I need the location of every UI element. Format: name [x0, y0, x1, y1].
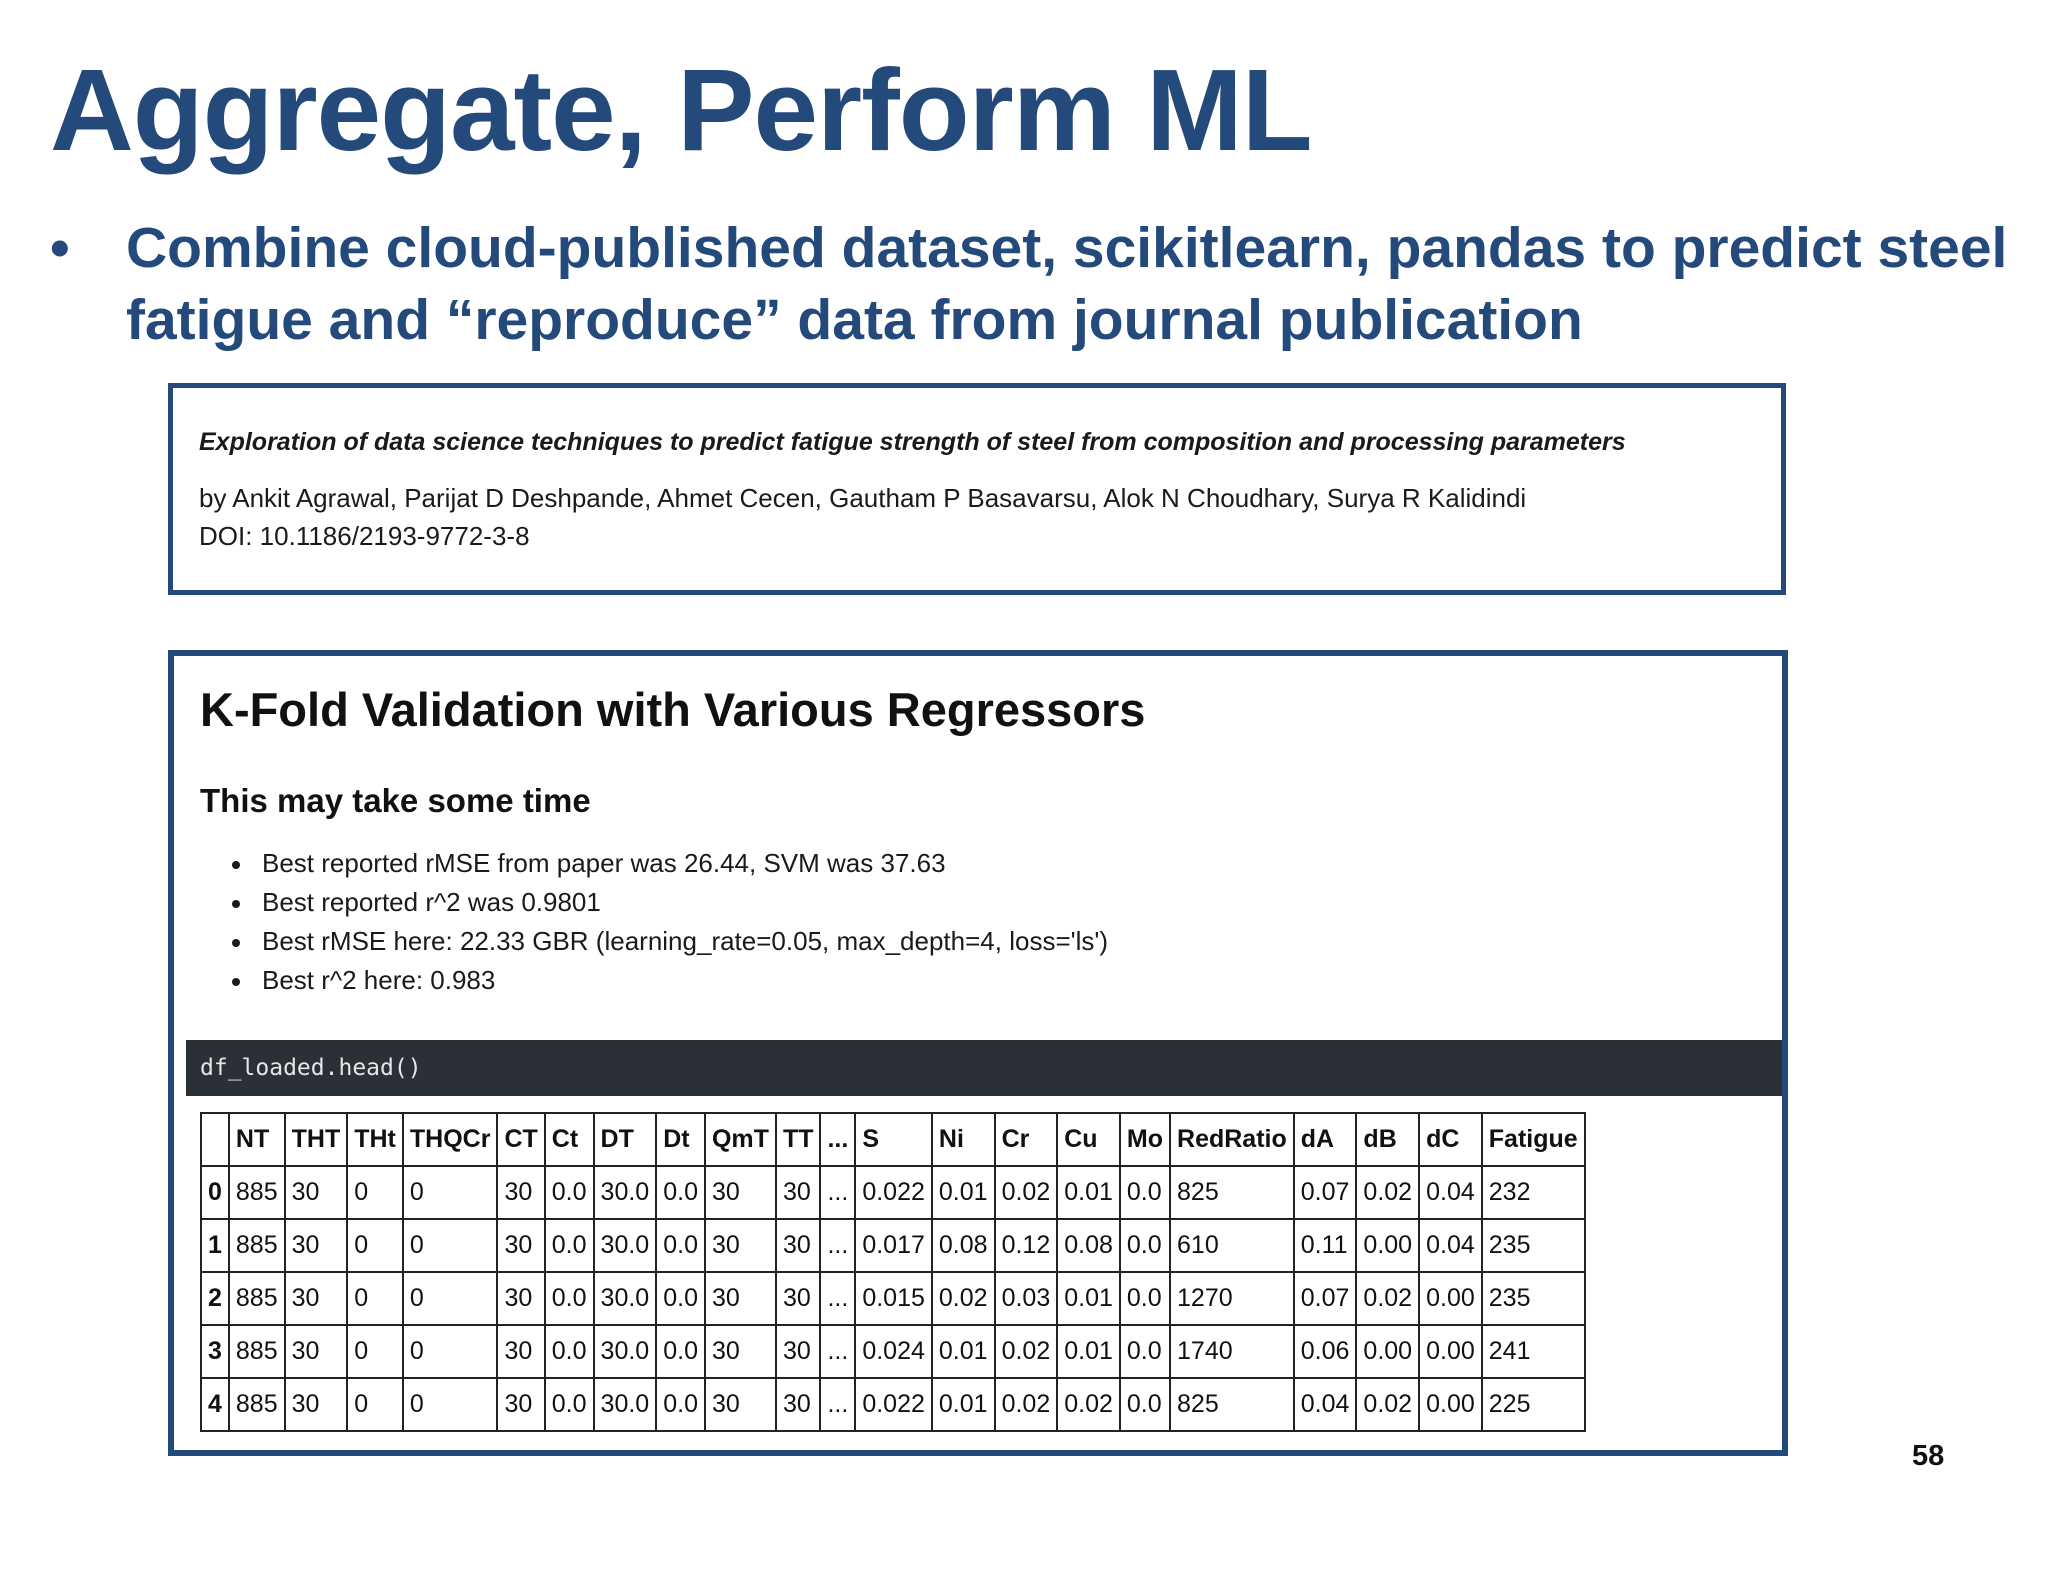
table-cell: 0.01 — [1057, 1166, 1120, 1219]
table-cell: 0.08 — [932, 1219, 995, 1272]
table-cell: 0.02 — [932, 1272, 995, 1325]
table-row — [201, 1325, 1585, 1378]
table-cell: 0.02 — [1356, 1378, 1419, 1431]
table-cell: 0.00 — [1356, 1325, 1419, 1378]
table-cell: 610 — [1170, 1219, 1294, 1272]
table-cell: 30 — [705, 1219, 776, 1272]
table-cell: 0.022 — [855, 1378, 932, 1431]
row-index-cell: 1 — [201, 1219, 229, 1272]
table-cell: 0.0 — [656, 1219, 705, 1272]
table-cell: ... — [820, 1378, 855, 1431]
table-cell: 30.0 — [594, 1166, 657, 1219]
table-cell: 0.0 — [1120, 1272, 1170, 1325]
table-cell: 0.01 — [1057, 1272, 1120, 1325]
table-cell: 30 — [497, 1219, 544, 1272]
column-header: Fatigue — [1482, 1113, 1585, 1166]
table-cell: 0.00 — [1419, 1325, 1482, 1378]
table-cell: 241 — [1482, 1325, 1585, 1378]
table-cell: 885 — [229, 1378, 285, 1431]
table-cell: 30 — [285, 1272, 348, 1325]
table-cell: 30 — [497, 1272, 544, 1325]
row-index-cell: 2 — [201, 1272, 229, 1325]
table-cell: 0.01 — [1057, 1325, 1120, 1378]
slide-title: Aggregate, Perform ML — [50, 45, 1312, 175]
table-cell: 0.0 — [1120, 1219, 1170, 1272]
column-header: Mo — [1120, 1113, 1170, 1166]
slide-bullet-text: Combine cloud-published dataset, scikitlearn, pandas to predict steel fatigue and “reproduce” data from journal publication — [126, 216, 2008, 352]
table-cell: 885 — [229, 1272, 285, 1325]
table-cell: 0 — [403, 1219, 498, 1272]
column-header: dA — [1294, 1113, 1357, 1166]
table-cell: 0.0 — [545, 1378, 594, 1431]
table-cell: 0.02 — [1356, 1272, 1419, 1325]
table-cell: 30 — [285, 1166, 348, 1219]
table-cell: 885 — [229, 1166, 285, 1219]
table-cell: 30 — [776, 1325, 821, 1378]
table-cell: 0 — [403, 1166, 498, 1219]
table-cell: 30.0 — [594, 1219, 657, 1272]
paper-title: Exploration of data science techniques to predict fatigue strength of steel from composition and processing parameters — [199, 428, 1626, 456]
table-cell: 0.024 — [855, 1325, 932, 1378]
column-header: TT — [776, 1113, 821, 1166]
table-cell: 235 — [1482, 1272, 1585, 1325]
table-cell: 0.00 — [1419, 1272, 1482, 1325]
notebook-screenshot — [168, 650, 1788, 1456]
notebook-bullet: Best r^2 here: 0.983 — [230, 961, 1108, 1000]
table-row — [201, 1272, 1585, 1325]
table-cell: 0.02 — [1057, 1378, 1120, 1431]
table-cell: 0.01 — [932, 1378, 995, 1431]
table-cell: ... — [820, 1166, 855, 1219]
table-cell: 0 — [347, 1166, 403, 1219]
column-header: THQCr — [403, 1113, 498, 1166]
table-row — [201, 1166, 1585, 1219]
column-header: Dt — [656, 1113, 705, 1166]
table-cell: 0.02 — [1356, 1166, 1419, 1219]
table-cell: 30 — [776, 1219, 821, 1272]
column-header: THT — [285, 1113, 348, 1166]
table-cell: 0.0 — [656, 1325, 705, 1378]
table-cell: 0.11 — [1294, 1219, 1357, 1272]
table-cell: 30 — [705, 1378, 776, 1431]
table-cell: 0.01 — [932, 1166, 995, 1219]
table-cell: 1270 — [1170, 1272, 1294, 1325]
table-cell: 0 — [347, 1219, 403, 1272]
table-cell: 30 — [705, 1272, 776, 1325]
table-cell: 0.04 — [1419, 1166, 1482, 1219]
column-header: THt — [347, 1113, 403, 1166]
table-cell: 885 — [229, 1219, 285, 1272]
table-cell: 235 — [1482, 1219, 1585, 1272]
table-cell: 0.0 — [1120, 1166, 1170, 1219]
table-header-row — [201, 1113, 1585, 1166]
table-cell: 0.03 — [995, 1272, 1058, 1325]
table-cell: 0.02 — [995, 1325, 1058, 1378]
table-cell: 30 — [285, 1219, 348, 1272]
table-row — [201, 1378, 1585, 1431]
notebook-bullet: Best rMSE here: 22.33 GBR (learning_rate=0.05, max_depth=4, loss='ls') — [230, 922, 1108, 961]
notebook-bullet: Best reported rMSE from paper was 26.44, SVM was 37.63 — [230, 844, 1108, 883]
table-cell: 30 — [285, 1378, 348, 1431]
column-header: Cu — [1057, 1113, 1120, 1166]
table-cell: ... — [820, 1219, 855, 1272]
column-header: NT — [229, 1113, 285, 1166]
table-cell: 0.0 — [656, 1378, 705, 1431]
paper-authors: by Ankit Agrawal, Parijat D Deshpande, Ahmet Cecen, Gautham P Basavarsu, Alok N Choudhary, Surya R Kalidindi — [199, 483, 1527, 513]
column-header: dB — [1356, 1113, 1419, 1166]
table-cell: 0.0 — [656, 1166, 705, 1219]
table-cell: 0.04 — [1419, 1219, 1482, 1272]
table-cell: 30 — [776, 1378, 821, 1431]
table-cell: 0.0 — [545, 1272, 594, 1325]
table-cell: 0.0 — [545, 1219, 594, 1272]
table-cell: 30 — [705, 1325, 776, 1378]
table-cell: 0.02 — [995, 1378, 1058, 1431]
column-header: dC — [1419, 1113, 1482, 1166]
table-cell: 0.07 — [1294, 1166, 1357, 1219]
column-header: CT — [497, 1113, 544, 1166]
table-cell: 0.12 — [995, 1219, 1058, 1272]
table-cell: 0.0 — [545, 1325, 594, 1378]
code-cell[interactable]: df_loaded.head() — [186, 1040, 1782, 1096]
table-cell: 0 — [347, 1378, 403, 1431]
table-cell: 30 — [285, 1325, 348, 1378]
table-cell: 0.02 — [995, 1166, 1058, 1219]
table-cell: 0.0 — [656, 1272, 705, 1325]
table-cell: 0 — [403, 1378, 498, 1431]
table-cell: 30 — [497, 1325, 544, 1378]
table-cell: 0 — [347, 1272, 403, 1325]
table-cell: 0.01 — [932, 1325, 995, 1378]
table-row — [201, 1219, 1585, 1272]
table-cell: 232 — [1482, 1166, 1585, 1219]
table-cell: ... — [820, 1272, 855, 1325]
notebook-bullet: Best reported r^2 was 0.9801 — [230, 883, 1108, 922]
table-cell: 0.0 — [1120, 1378, 1170, 1431]
notebook-heading: K-Fold Validation with Various Regressors — [200, 683, 1146, 736]
table-cell: 885 — [229, 1325, 285, 1378]
table-cell: 0.0 — [545, 1166, 594, 1219]
table-cell: 0.015 — [855, 1272, 932, 1325]
column-header: ... — [820, 1113, 855, 1166]
table-cell: 0.04 — [1294, 1378, 1357, 1431]
table-cell: 0.06 — [1294, 1325, 1357, 1378]
row-index-cell: 4 — [201, 1378, 229, 1431]
bullet-dot-icon: • — [50, 216, 70, 279]
table-cell: 30 — [705, 1166, 776, 1219]
dataframe-table — [200, 1112, 1586, 1432]
notebook-subheading: This may take some time — [200, 782, 591, 819]
table-cell: 30.0 — [594, 1378, 657, 1431]
table-cell: 30 — [776, 1272, 821, 1325]
row-index-cell: 3 — [201, 1325, 229, 1378]
table-cell: 1740 — [1170, 1325, 1294, 1378]
table-cell: 30 — [497, 1166, 544, 1219]
table-cell: 0.08 — [1057, 1219, 1120, 1272]
table-cell: 225 — [1482, 1378, 1585, 1431]
column-header: RedRatio — [1170, 1113, 1294, 1166]
slide-bullet — [50, 212, 2010, 356]
column-header: QmT — [705, 1113, 776, 1166]
table-cell: 30 — [497, 1378, 544, 1431]
column-header: Ni — [932, 1113, 995, 1166]
table-cell: 30.0 — [594, 1272, 657, 1325]
column-header: Ct — [545, 1113, 594, 1166]
column-header-index — [201, 1113, 229, 1166]
table-cell: 0 — [347, 1325, 403, 1378]
paper-doi: DOI: 10.1186/2193-9772-3-8 — [199, 521, 530, 551]
table-cell: 0.00 — [1356, 1219, 1419, 1272]
table-cell: 0.07 — [1294, 1272, 1357, 1325]
column-header: Cr — [995, 1113, 1058, 1166]
row-index-cell: 0 — [201, 1166, 229, 1219]
column-header: S — [855, 1113, 932, 1166]
column-header: DT — [594, 1113, 657, 1166]
table-cell: 30.0 — [594, 1325, 657, 1378]
table-cell: 0.00 — [1419, 1378, 1482, 1431]
table-cell: 825 — [1170, 1166, 1294, 1219]
table-cell: 0 — [403, 1325, 498, 1378]
table-cell: 30 — [776, 1166, 821, 1219]
table-cell: 825 — [1170, 1378, 1294, 1431]
table-cell: 0.017 — [855, 1219, 932, 1272]
notebook-bullet-list — [230, 844, 1108, 1000]
table-cell: 0.022 — [855, 1166, 932, 1219]
table-cell: 0.0 — [1120, 1325, 1170, 1378]
table-cell: 0 — [403, 1272, 498, 1325]
page-number: 58 — [1912, 1440, 1945, 1472]
paper-citation-box — [168, 383, 1786, 595]
table-body — [201, 1166, 1585, 1431]
table-cell: ... — [820, 1325, 855, 1378]
